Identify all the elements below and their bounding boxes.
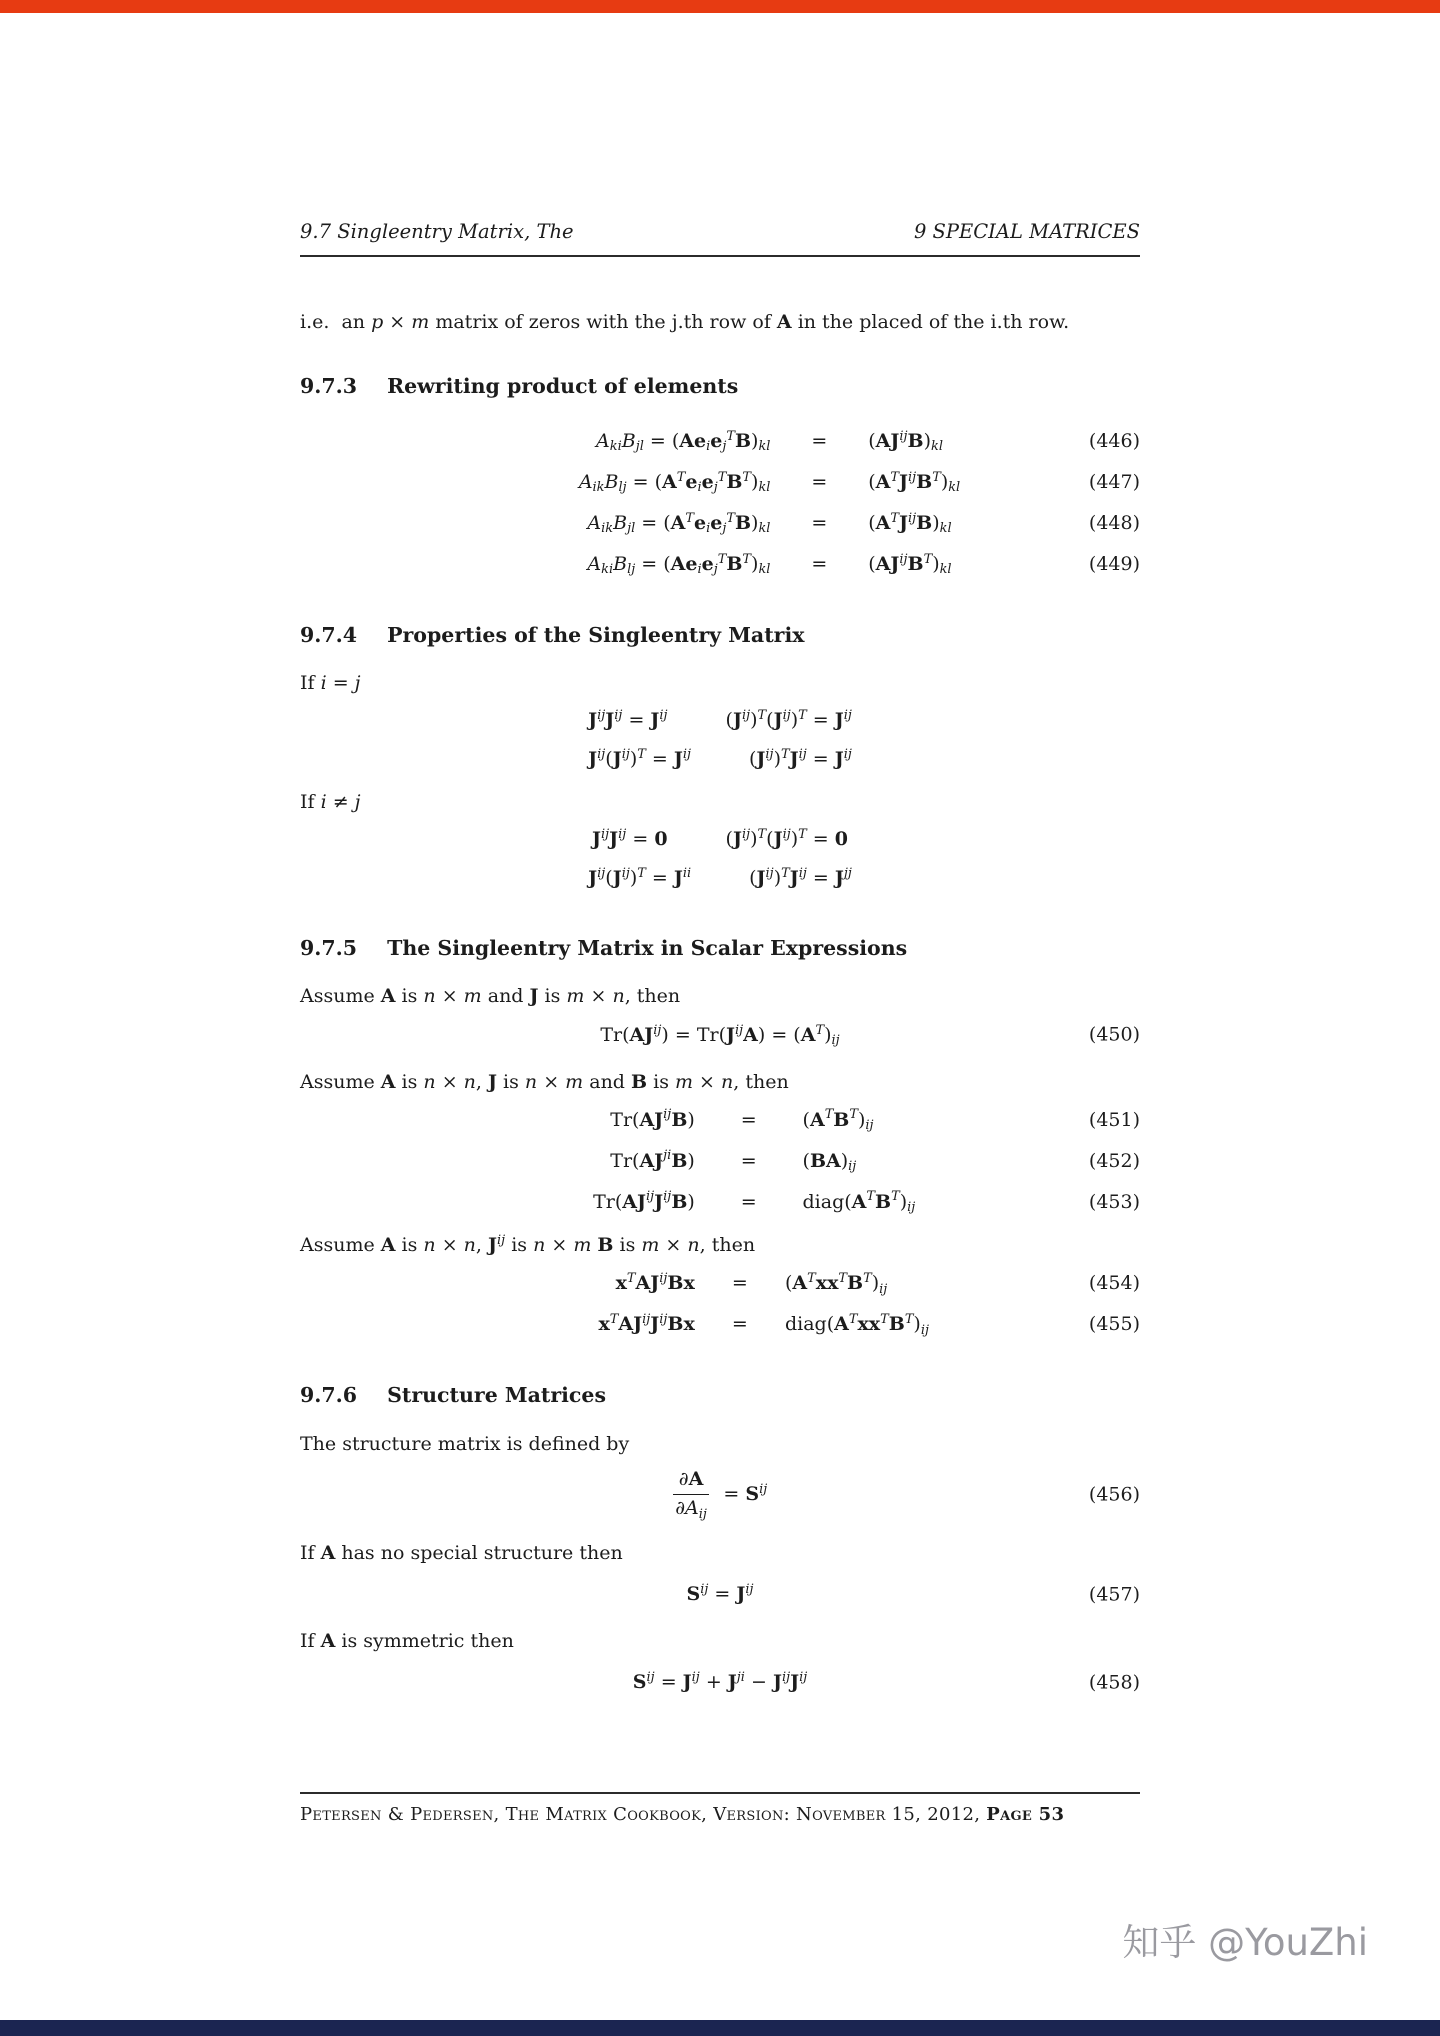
equation-row <box>300 421 1140 462</box>
equation-row <box>300 1182 1140 1223</box>
document-page <box>300 0 1140 1706</box>
symmetric-paragraph: If A is symmetric then <box>300 1630 514 1653</box>
equation-number: (447) <box>1088 470 1140 493</box>
equation-group-454-455 <box>300 1263 1140 1345</box>
equation-rhs: $(AJ^{ij}B)_{kl}$ <box>868 428 943 455</box>
equation-lhs: $A_{ik}B_{lj} = (A^Te_ie_j^TB^T)_{kl}$ <box>578 469 771 496</box>
equation-rhs: $diag(A^Txx^TB^T)_{ij}$ <box>784 1312 929 1339</box>
equation-number: (458) <box>1088 1671 1140 1694</box>
equals-sign: = <box>740 1149 757 1172</box>
top-red-bar <box>0 0 1440 13</box>
equation-row <box>300 1141 1140 1182</box>
formula: $(J^{ij})^TJ^{ij} = J^{ij}$ <box>749 746 852 770</box>
page-footer <box>300 1792 1140 1825</box>
section-heading-9-7-5 <box>300 934 1140 963</box>
equation-row <box>300 1304 1140 1345</box>
math-group-i-not-equals-j <box>300 820 1140 898</box>
equation-number: (449) <box>1088 552 1140 575</box>
section-title: Structure Matrices <box>387 1383 606 1408</box>
equation-rhs: $(A^Txx^TB^T)_{ij}$ <box>784 1271 888 1298</box>
equation-lhs: $Tr(AJ^{ji}B)$ <box>610 1148 695 1172</box>
equation-body: $Tr(AJ^{ij}) = Tr(J^{ij}A) = (A^T)_{ij}$ <box>600 1022 840 1049</box>
section-heading-9-7-3 <box>300 372 1140 401</box>
equation-body: $S^{ij} = J^{ij} + J^{ji} - J^{ij}J^{ij}$ <box>632 1669 808 1694</box>
equation-457 <box>300 1571 1140 1618</box>
section-title: Properties of the Singleentry Matrix <box>387 622 805 647</box>
running-header-section: 9.7 Singleentry Matrix, The <box>300 220 574 243</box>
equation-lhs: $A_{ki}B_{lj} = (Ae_ie_j^TB^T)_{kl}$ <box>587 551 771 578</box>
equation-lhs: $A_{ki}B_{jl} = (Ae_ie_j^TB)_{kl}$ <box>596 428 771 455</box>
formula: $J^{ij}(J^{ij})^T = J^{ii}$ <box>588 865 692 889</box>
section-heading-9-7-6 <box>300 1381 1140 1410</box>
equation-456 <box>300 1459 1140 1530</box>
footer-text: Petersen & Pedersen, The Matrix Cookbook, Version: November 15, 2012, Page 53 <box>300 1804 1065 1825</box>
equation-number: (453) <box>1088 1190 1140 1213</box>
formula: $(J^{ij})^TJ^{ij} = J^{jj}$ <box>749 865 852 889</box>
equals-sign: = <box>740 1190 757 1213</box>
condition-i-not-equals-j: If i ≠ j <box>300 790 361 813</box>
equation-number: (451) <box>1088 1108 1140 1131</box>
assumption-paragraph: Assume A is n × n, $J^{ij}$ is n × m B is m × n, then <box>300 1233 756 1257</box>
equals-sign: = <box>811 552 828 575</box>
equation-number: (457) <box>1088 1583 1140 1606</box>
equals-sign: = <box>740 1108 757 1131</box>
equation-row <box>300 544 1140 585</box>
equation-lhs: $Tr(AJ^{ij}J^{ij}B)$ <box>593 1189 695 1213</box>
structure-intro-paragraph: The structure matrix is defined by <box>300 1432 630 1455</box>
equation-number: (450) <box>1088 1023 1140 1046</box>
equation-lhs: $Tr(AJ^{ij}B)$ <box>610 1107 695 1131</box>
section-number: 9.7.6 <box>300 1383 358 1408</box>
equation-body: $\frac{\partial A}{\partial A_{ij}}$ = $S^{ij}$ <box>673 1483 767 1505</box>
equation-row <box>300 1100 1140 1141</box>
equation-rhs: $(AJ^{ij}B^T)_{kl}$ <box>868 551 952 578</box>
equation-number: (452) <box>1088 1149 1140 1172</box>
equation-rhs: $(A^TJ^{ij}B)_{kl}$ <box>868 510 952 537</box>
equation-450 <box>300 1012 1140 1059</box>
formula: $(J^{ij})^T(J^{ij})^T = J^{ij}$ <box>725 707 852 731</box>
math-line <box>300 701 1140 740</box>
equation-group-446-449 <box>300 421 1140 585</box>
equation-row <box>300 503 1140 544</box>
equals-sign: = <box>731 1313 748 1336</box>
equation-number: (448) <box>1088 511 1140 534</box>
no-structure-paragraph: If A has no special structure then <box>300 1542 623 1565</box>
assumption-paragraph: Assume A is n × n, J is n × m and B is m × n, then <box>300 1070 789 1093</box>
equation-number: (446) <box>1088 429 1140 452</box>
condition-i-equals-j: If i = j <box>300 671 361 694</box>
equation-row <box>300 462 1140 503</box>
equation-group-451-453 <box>300 1100 1140 1223</box>
math-group-i-equals-j <box>300 701 1140 779</box>
equation-number: (454) <box>1088 1272 1140 1295</box>
section-title: The Singleentry Matrix in Scalar Expressions <box>387 935 908 960</box>
equation-number: (456) <box>1088 1483 1140 1506</box>
formula: $J^{ij}(J^{ij})^T = J^{ij}$ <box>588 746 691 770</box>
equation-rhs: $(BA)_{ij}$ <box>802 1149 857 1175</box>
formula: $J^{ij}J^{ij} = 0$ <box>592 826 668 850</box>
equals-sign: = <box>731 1272 748 1295</box>
equation-lhs: $x^TAJ^{ij}Bx$ <box>615 1271 695 1295</box>
section-title: Rewriting product of elements <box>387 373 739 398</box>
equation-458 <box>300 1659 1140 1706</box>
running-header <box>300 218 1140 257</box>
equals-sign: = <box>811 511 828 534</box>
equals-sign: = <box>811 429 828 452</box>
math-line <box>300 859 1140 898</box>
assumption-paragraph: Assume A is n × m and J is m × n, then <box>300 984 681 1007</box>
equation-row <box>300 1263 1140 1304</box>
intro-paragraph: i.e. an p × m matrix of zeros with the j.th row of A in the placed of the i.th row. <box>300 310 1070 333</box>
equation-rhs: $(A^TJ^{ij}B^T)_{kl}$ <box>868 469 961 496</box>
section-number: 9.7.4 <box>300 622 358 647</box>
math-line <box>300 820 1140 859</box>
section-heading-9-7-4 <box>300 621 1140 650</box>
section-number: 9.7.3 <box>300 373 358 398</box>
equals-sign: = <box>811 470 828 493</box>
equation-number: (455) <box>1088 1313 1140 1336</box>
footer-rule <box>300 1792 1140 1794</box>
equation-body: $S^{ij} = J^{ij}$ <box>686 1582 754 1606</box>
math-line <box>300 740 1140 779</box>
bottom-navy-bar <box>0 2020 1440 2036</box>
formula: $J^{ij}J^{ij} = J^{ij}$ <box>588 707 668 731</box>
equation-lhs: $A_{ik}B_{jl} = (A^Te_ie_j^TB)_{kl}$ <box>587 510 771 537</box>
equation-rhs: $(A^TB^T)_{ij}$ <box>802 1107 874 1134</box>
running-header-chapter: 9 SPECIAL MATRICES <box>913 220 1140 243</box>
equation-rhs: $diag(A^TB^T)_{ij}$ <box>802 1189 916 1216</box>
watermark: 知乎 @YouZhi <box>1122 1921 1368 1964</box>
formula: $(J^{ij})^T(J^{ij})^T = 0$ <box>725 826 848 850</box>
section-number: 9.7.5 <box>300 935 358 960</box>
equation-lhs: $x^TAJ^{ij}J^{ij}Bx$ <box>598 1312 695 1336</box>
